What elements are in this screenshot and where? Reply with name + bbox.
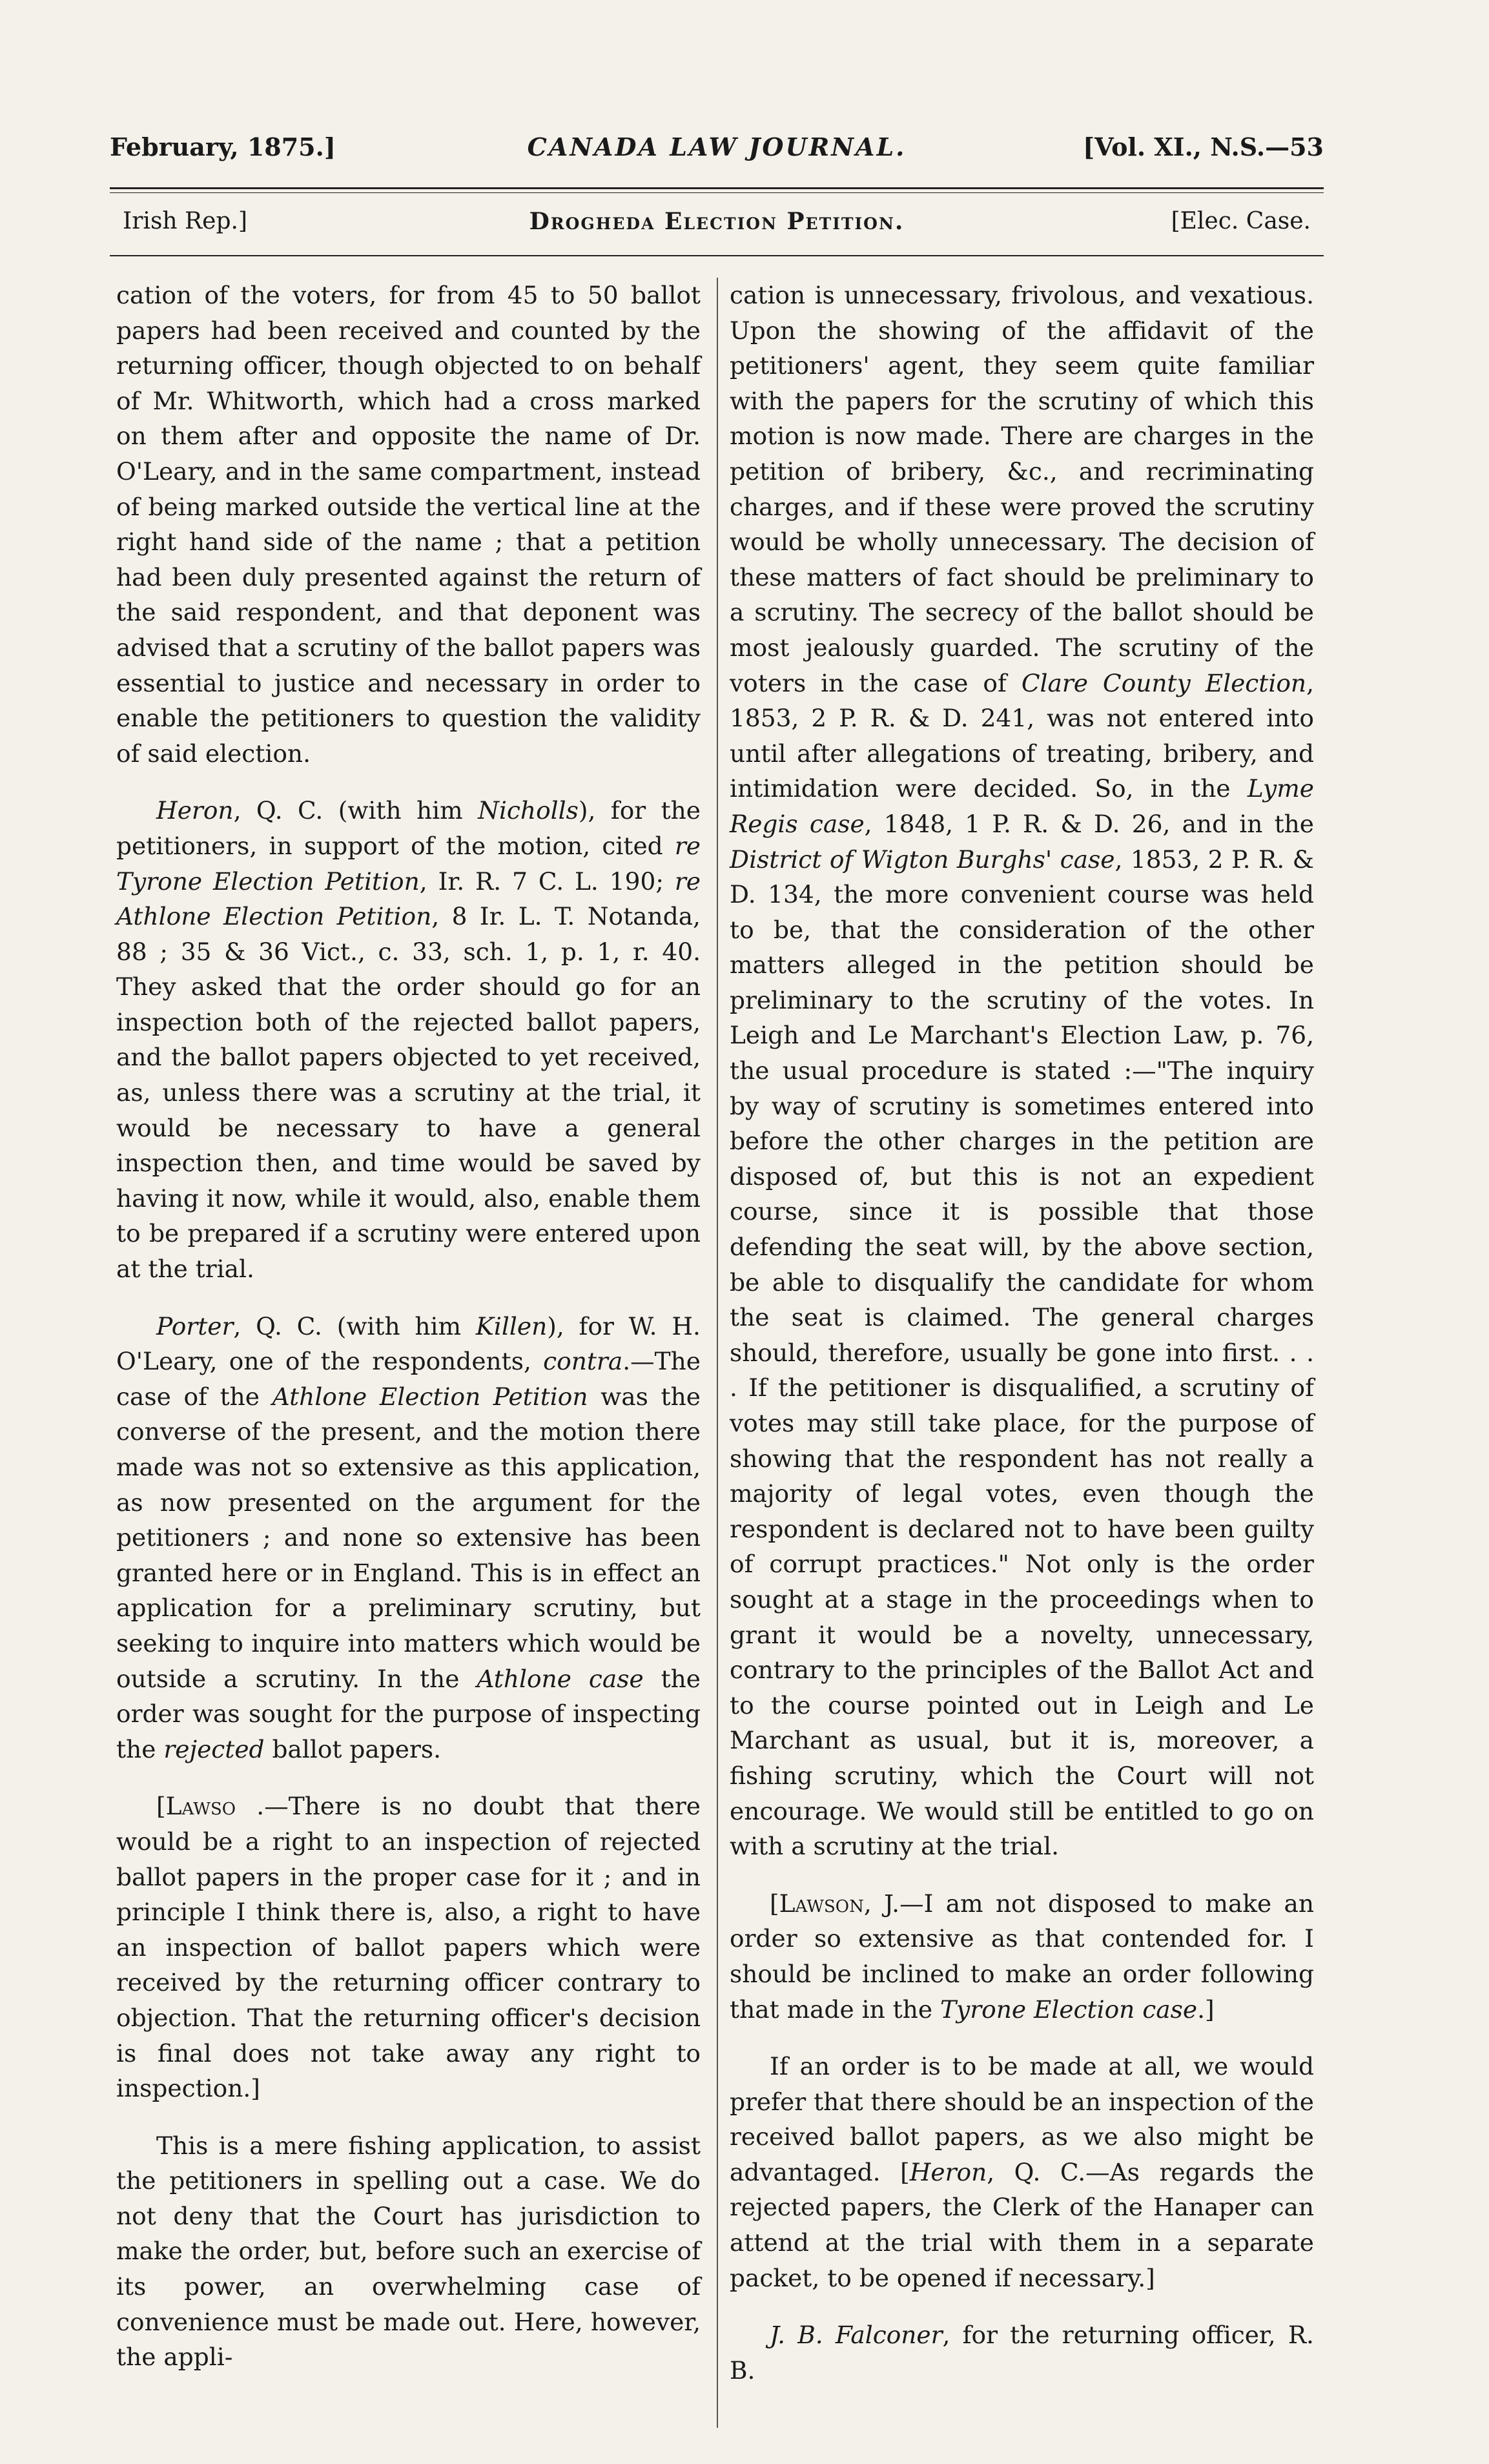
header-rule (110, 187, 1324, 189)
issue-date: February, 1875.] (110, 132, 336, 161)
journal-title: CANADA LAW JOURNAL. (527, 132, 907, 161)
case-type: [Elec. Case. (1171, 208, 1311, 234)
column-divider (717, 278, 718, 2428)
reporter-label: Irish Rep.] (123, 208, 247, 234)
paragraph: If an order is to be made at all, we would prefer that there should be an inspection of the received ballot papers, as we also might be advantaged. [Heron, Q. C.—As regards the rejected papers, the Clerk of the Hanaper can attend at the trial with them in a separate packet, to be opened if necessary.] (730, 2052, 1314, 2292)
header-rule-thin (110, 192, 1324, 193)
right-column (730, 278, 1314, 2388)
paragraph: J. B. Falconer, for the returning officer, R. B. (730, 2321, 1314, 2385)
case-header-rule (110, 255, 1324, 256)
paragraph: Heron, Q. C. (with him Nicholls), for the petitioners, in support of the motion, cited re Tyrone Election Petition, Ir. R. 7 C. L. 190; re Athlone Election Petition, 8 Ir. L. T. Notanda, 88 ; 35 & 36 Vict., c. 33, sch. 1, p. 1, r. 40. They asked that the order should go for an inspection both of the rejected ballot papers, and the ballot papers objected to yet received, as, unless there was a scrutiny at the trial, it would be necessary to have a general inspection then, and time would be saved by having it now, while it would, also, enable them to be prepared if a scrutiny were entered upon at the trial. (116, 796, 701, 1284)
paragraph: Porter, Q. C. (with him Killen), for W. H. O'Leary, one of the respondents, contra.—The case of the Athlone Election Petition was the converse of the present, and the motion there made was not so extensive as this application, as now presented on the argument for the petitioners ; and none so extensive has been granted here or in England. This is in effect an application for a preliminary scrutiny, but seeking to inquire into matters which would be outside a scrutiny. In the Athlone case the order was sought for the purpose of inspecting the rejected ballot papers. (116, 1311, 701, 1763)
running-head (110, 132, 1324, 178)
judge-remark: [Lawso .—There is no doubt that there would be a right to an inspection of rejected ballot papers in the proper case for it ; and in principle I think there is, also, a right to have an inspection of ballot papers which were received by the returning officer contrary to objection. That the returning officer's decision is final does not take away any right to inspection.] (116, 1792, 701, 2103)
paragraph: cation is unnecessary, frivolous, and vexatious. Upon the showing of the affidavit of the petitioners' agent, they seem quite familiar with the papers for the scrutiny of which this motion is now made. There are charges in the petition of bribery, &c., and recriminating charges, and if these were proved the scrutiny would be wholly unnecessary. The decision of these matters of fact should be preliminary to a scrutiny. The secrecy of the ballot should be most jealously guarded. The scrutiny of the voters in the case of Clare County Election, 1853, 2 P. R. & D. 241, was not entered into until after allegations of treating, bribery, and intimidation were decided. So, in the Lyme Regis case, 1848, 1 P. R. & D. 26, and in the District of Wigton Burghs' case, 1853, 2 P. R. & D. 134, the more convenient course was held to be, that the consideration of the other matters alleged in the petition should be preliminary to the scrutiny of the votes. In Leigh and Le Marchant's Election Law, p. 76, the usual procedure is stated :—"The inquiry by way of scrutiny is sometimes entered into before the other charges in the petition are disposed of, but this is not an expedient course, since it is possible that those defending the seat will, by the above section, be able to disqualify the candidate for whom the seat is claimed. The general charges should, therefore, usually be gone into first. . . . If the petitioner is disqualified, a scrutiny of votes may still take place, for the purpose of showing that the respondent has not really a majority of legal votes, even though the respondent is declared not to have been guilty of corrupt practices." Not only is the order sought at a stage in the proceedings when to grant it would be a novelty, unnecessary, contrary to the principles of the Ballot Act and to the course pointed out in Leigh and Le Marchant as usual, but it is, moreover, a fishing scrutiny, which the Court will not encourage. We would still be entitled to go on with a scrutiny at the trial. (730, 281, 1314, 1861)
judge-remark: [Lawson, J.—I am not disposed to make an order so extensive as that contended for. I should be inclined to make an order following that made in the Tyrone Election case.] (730, 1889, 1315, 2024)
volume-page: [Vol. XI., N.S.—53 (1083, 132, 1324, 161)
case-header (123, 208, 1311, 247)
left-column (116, 278, 701, 2375)
paragraph: cation of the voters, for from 45 to 50 ballot papers had been received and counted by the returning officer, though objected to on behalf of Mr. Whitworth, which had a cross marked on them after and opposite the name of Dr. O'Leary, and in the same compartment, instead of being marked outside the vertical line at the right hand side of the name ; that a petition had been duly presented against the return of the said respondent, and that deponent was advised that a scrutiny of the ballot papers was essential to justice and necessary in order to enable the petitioners to question the validity of said election. (116, 281, 701, 768)
case-title: Drogheda Election Petition. (529, 208, 905, 235)
paragraph: This is a mere fishing application, to assist the petitioners in spelling out a case. We do not deny that the Court has jurisdiction to make the order, but, before such an exercise of its power, an overwhelming case of convenience must be made out. Here, however, the appli- (116, 2131, 701, 2372)
